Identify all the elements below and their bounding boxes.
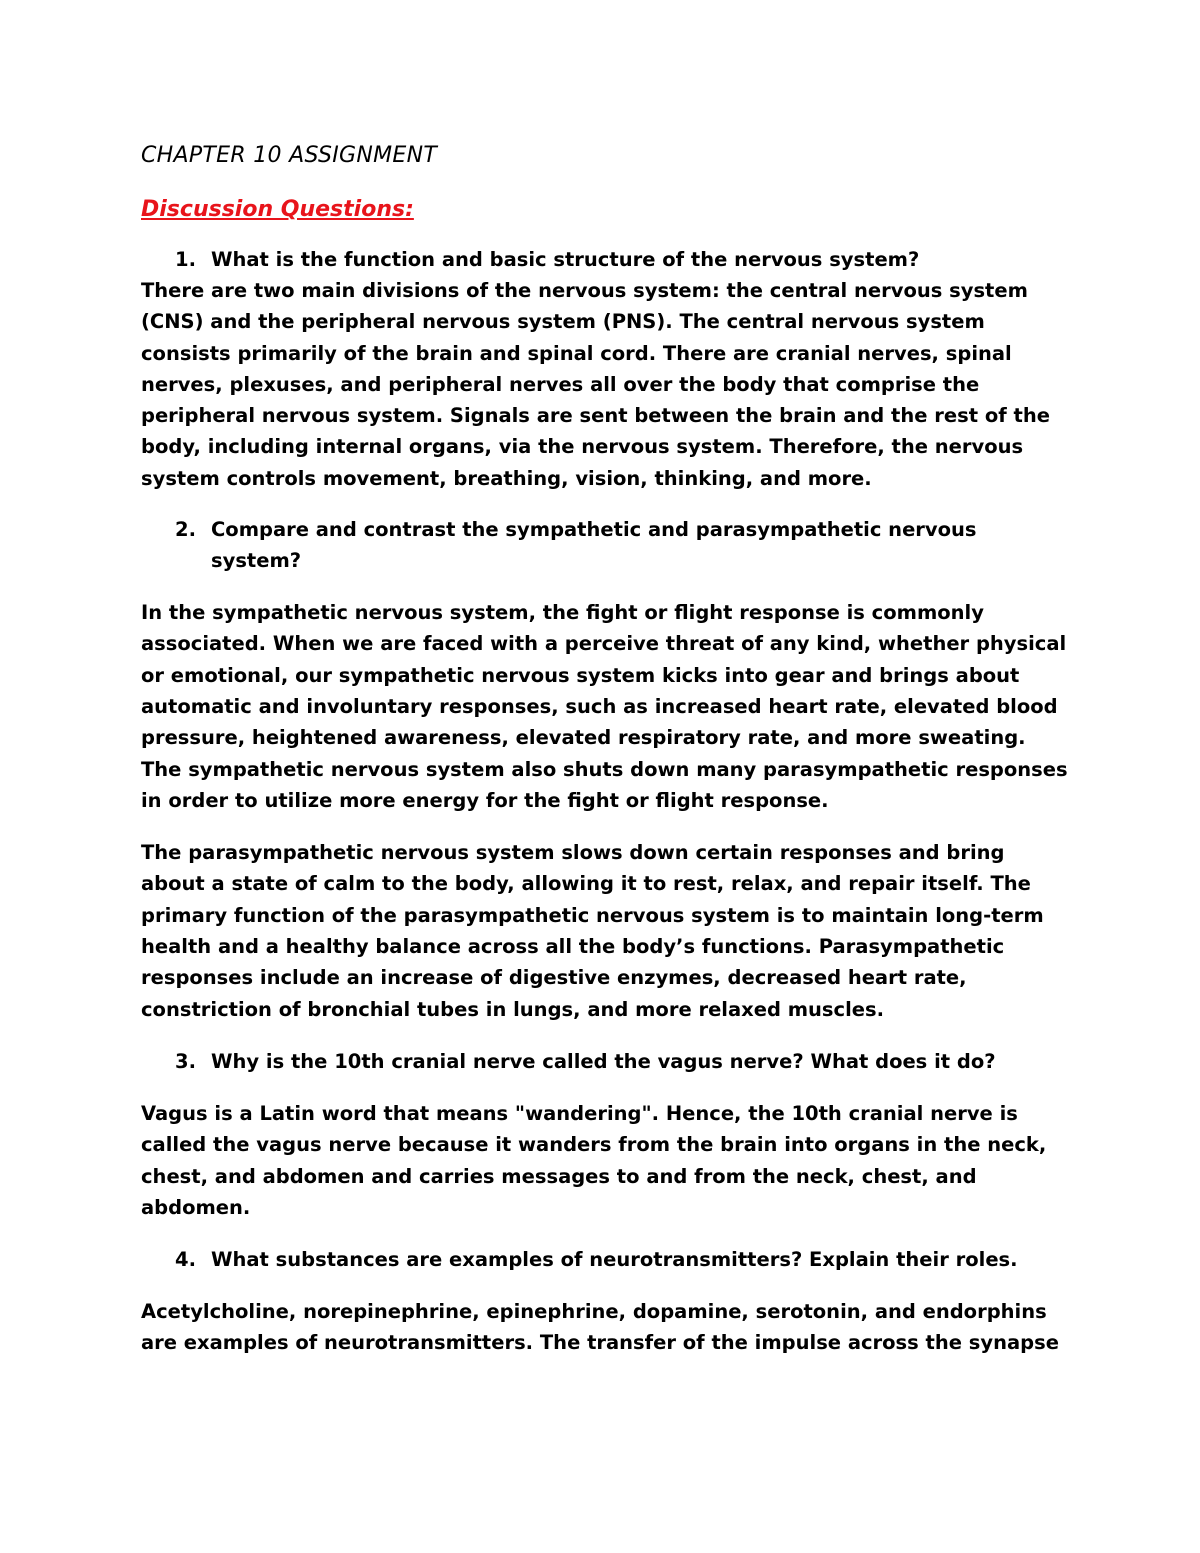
question-number: 2. — [175, 518, 196, 542]
question-number: 3. — [175, 1049, 196, 1073]
answer-1-paragraph-1: There are two main divisions of the nervous system: the central nervous system (CNS) and the peripheral nervous system (PNS). The central nervous system consists primarily of the brain and spinal cord. There are cranial nerves, spinal nerves, plexuses, and peripheral nerves all over the body that comprise the peripheral nervous system. Signals are sent between the brain and the rest of the body, including internal organs, via the nervous system. Therefore, the nervous system controls movement, breathing, vision, thinking, and more. — [141, 279, 1050, 490]
section-heading: Discussion Questions: — [141, 197, 414, 222]
question-text: What is the function and basic structure of the nervous system? — [211, 248, 920, 271]
question-1 — [141, 244, 1071, 275]
answer-4-paragraph-1: Acetylcholine, norepinephrine, epinephrine, dopamine, serotonin, and endorphins are examples of neurotransmitters. The transfer of the impulse across the synapse — [141, 1300, 1059, 1355]
document-page — [141, 140, 1071, 1359]
question-text: Compare and contrast the sympathetic and parasympathetic nervous system? — [211, 518, 977, 573]
question-number: 4. — [175, 1248, 196, 1272]
answer-3-paragraph-1: Vagus is a Latin word that means "wandering". Hence, the 10th cranial nerve is called the vagus nerve because it wanders from the brain into organs in the neck, chest, and abdomen and carries messages to and from the neck, chest, and abdomen. — [141, 1101, 1047, 1219]
document-title: CHAPTER 10 ASSIGNMENT — [141, 143, 438, 168]
question-number: 1. — [175, 248, 196, 271]
question-4 — [141, 1244, 1071, 1275]
answer-2-paragraph-1: In the sympathetic nervous system, the fight or flight response is commonly associated. When we are faced with a perceive threat of any kind, whether physical or emotional, our sympathetic nervous system kicks into gear and brings about automatic and involuntary responses, such as increased heart rate, elevated blood pressure, heightened awareness, elevated respiratory rate, and more sweating. The sympathetic nervous system also shuts down many parasympathetic responses in order to utilize more energy for the fight or flight response. — [141, 601, 1068, 812]
question-text: What substances are examples of neurotransmitters? Explain their roles. — [211, 1248, 1018, 1272]
question-text: Why is the 10th cranial nerve called the vagus nerve? What does it do? — [211, 1049, 996, 1073]
question-2 — [141, 514, 1071, 576]
answer-2-paragraph-2: The parasympathetic nervous system slows down certain responses and bring about a state of calm to the body, allowing it to rest, relax, and repair itself. The primary function of the parasympathetic nervous system is to maintain long-term health and a healthy balance across all the body’s functions. Parasympathetic responses include an increase of digestive enzymes, decreased heart rate, constriction of bronchial tubes in lungs, and more relaxed muscles. — [141, 841, 1044, 1021]
question-3 — [141, 1046, 1071, 1077]
